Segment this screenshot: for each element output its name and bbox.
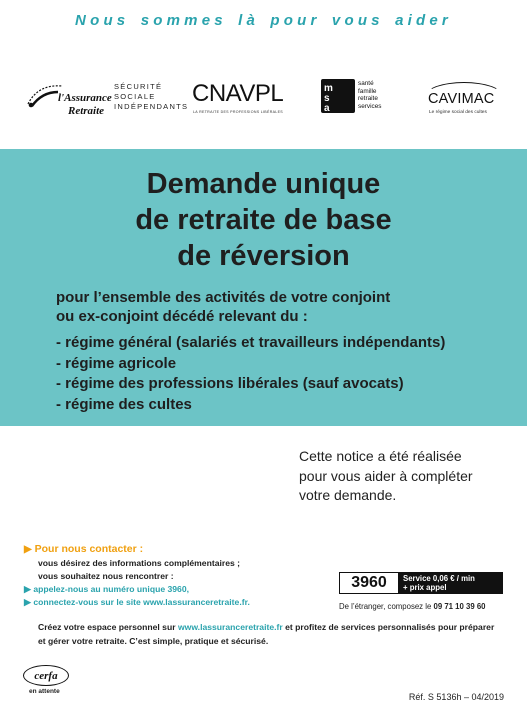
msa-letter: s: [324, 93, 330, 104]
msa-letter: m: [324, 83, 333, 94]
abroad-number: 09 71 10 39 60: [433, 602, 486, 611]
msa-line: santé: [358, 80, 374, 87]
contact-heading-label: Pour nous contacter :: [34, 543, 144, 555]
personal-space-part: Créez votre espace personnel sur: [38, 622, 178, 632]
contact-line: vous souhaitez nous rencontrer :: [38, 571, 174, 581]
msa-logo: [321, 79, 401, 119]
regimes-list: [56, 333, 516, 415]
personal-space-text: [38, 620, 498, 648]
title-line: Demande unique: [146, 168, 381, 200]
abroad-phone: [339, 602, 509, 611]
arrow-right-icon: ▶: [24, 597, 31, 607]
msa-services-list: [358, 80, 381, 110]
cnavpl-name: CNAVPL: [192, 80, 284, 107]
phone-number: 3960: [351, 574, 387, 591]
contact-line: vous désirez des informations complémentaires ;: [38, 558, 241, 568]
website-link-label: connectez-vous sur le site www.lassuranceretraite.fr.: [33, 597, 250, 607]
notice-line: Cette notice a été réalisée: [299, 448, 462, 464]
securite-sociale-line: SOCIALE: [114, 92, 156, 101]
notice-line: pour vous aider à compléter: [299, 467, 473, 484]
list-item: - régime des professions libérales (sauf avocats): [56, 375, 404, 392]
title-line: de retraite de base: [135, 204, 392, 236]
cerfa-logo: [23, 665, 69, 686]
website-link[interactable]: [24, 596, 324, 609]
call-link[interactable]: [24, 583, 324, 596]
cavimac-logo: [425, 82, 507, 122]
assurance-retraite-logo: [22, 80, 189, 120]
page-title: [0, 166, 527, 274]
call-link-label: appelez-nous au numéro unique 3960,: [33, 584, 189, 594]
msa-box-icon: [321, 79, 355, 113]
arrow-right-icon: ▶: [24, 584, 31, 594]
partner-logos: [0, 74, 527, 124]
securite-sociale-independants-logo: [114, 82, 188, 112]
title-line: de réversion: [177, 240, 350, 272]
abroad-label: De l’étranger, composez le: [339, 602, 432, 611]
phone-price-line: + prix appel: [403, 583, 447, 592]
msa-letter: a: [324, 103, 330, 114]
securite-sociale-line: SÉCURITÉ: [114, 82, 163, 91]
msa-line: famille: [358, 87, 377, 95]
phone-service-badge: [339, 572, 503, 594]
document-reference: Réf. S 5136h – 04/2019: [408, 692, 504, 702]
msa-line: retraite: [358, 95, 378, 103]
cnavpl-logo: [192, 80, 288, 120]
intro-text: [56, 288, 516, 326]
securite-sociale-line: INDÉPENDANTS: [114, 102, 189, 111]
cavimac-name: CAVIMAC: [428, 91, 495, 107]
personal-space-link[interactable]: www.lassuranceretraite.fr: [177, 622, 283, 632]
arrow-right-icon: ▶: [24, 544, 32, 555]
contact-heading: [24, 543, 324, 557]
phone-price-line: Service 0,06 € / min: [403, 574, 475, 583]
assurance-retraite-line2: Retraite: [68, 105, 105, 117]
cerfa-label: cerfa: [34, 670, 58, 682]
cnavpl-subtitle: LA RETRAITE DES PROFESSIONS LIBÉRALES: [193, 110, 283, 114]
tagline: Nous sommes là pour vous aider: [75, 12, 452, 29]
phone-price: [398, 573, 502, 593]
notice-line: votre demande.: [299, 487, 397, 503]
intro-line: pour l’ensemble des activités de votre conjoint: [56, 289, 391, 306]
cavimac-subtitle: Le régime social des cultes: [429, 110, 487, 115]
list-item: - régime général (salariés et travailleurs indépendants): [56, 334, 446, 351]
msa-line: services: [358, 102, 382, 110]
intro-line: ou ex-conjoint décédé relevant du :: [56, 308, 308, 325]
list-item: - régime des cultes: [56, 395, 192, 413]
cerfa-status: en attente: [29, 688, 60, 695]
assurance-retraite-line1: l'Assurance: [58, 92, 112, 104]
list-item: - régime agricole: [56, 354, 177, 372]
contact-section: [24, 543, 324, 609]
notice-text: [299, 447, 495, 506]
personal-space-part: et profitez de services personnalisés pour préparer et gérer votre retraite. C’est simple, pratique et sécurisé.: [38, 622, 495, 646]
